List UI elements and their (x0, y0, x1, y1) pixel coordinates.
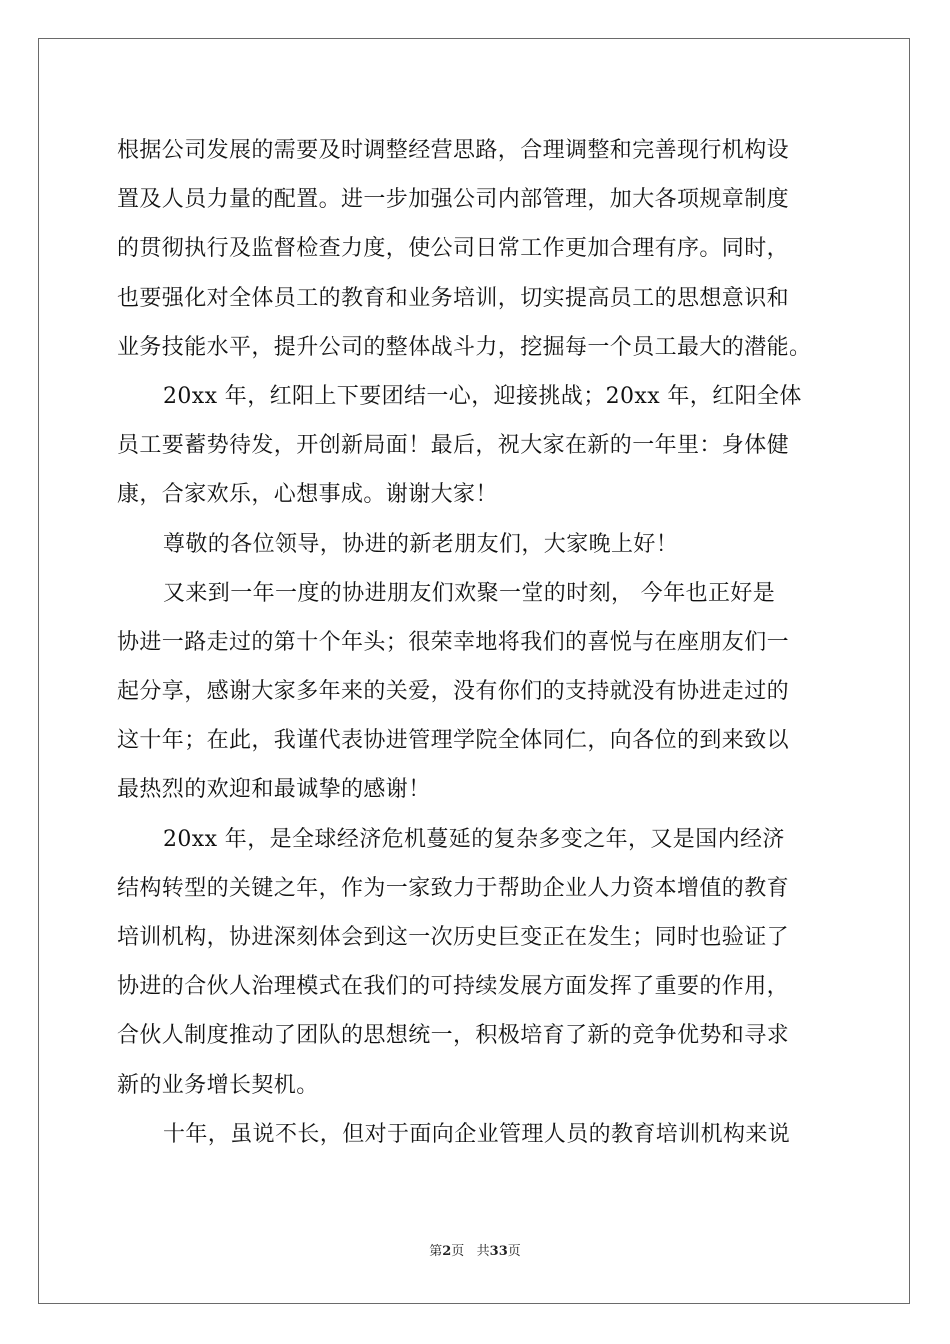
footer-prefix: 第 (429, 1244, 443, 1259)
text-line: 结构转型的关键之年，作为一家致力于帮助企业人力资本增值的教育 (117, 875, 790, 901)
paragraph-first-line: 十年，虽说不长，但对于面向企业管理人员的教育培训机构来说 (163, 1121, 791, 1147)
text-line: 这十年；在此，我谨代表协进管理学院全体同仁，向各位的到来致以 (117, 728, 790, 754)
text-line: 培训机构，协进深刻体会到这一次历史巨变正在发生；同时也验证了 (117, 925, 790, 950)
document-body (117, 126, 835, 1159)
text-line: 根据公司发展的需要及时调整经营思路，合理调整和完善现行机构设 (117, 138, 790, 163)
text-line: 新的业务增长契机。 (117, 1072, 319, 1098)
paragraph-first-line: 又来到一年一度的协进朋友们欢聚一堂的时刻， 今年也正好是 (163, 580, 776, 606)
text-line: 协进的合伙人治理模式在我们的可持续发展方面发挥了重要的作用， (117, 974, 790, 1000)
paragraph-first-line: 20xx 年，红阳上下要团结一心，迎接挑战；20xx 年，红阳全体 (163, 383, 802, 409)
current-page-number: 2 (442, 1244, 452, 1259)
text-line: 起分享，感谢大家多年来的关爱，没有你们的支持就没有协进走过的 (117, 679, 790, 705)
text-line: 最热烈的欢迎和最诚挚的感谢！ (117, 777, 431, 803)
text-line: 康，合家欢乐，心想事成。谢谢大家！ (117, 482, 498, 508)
text-line: 合伙人制度推动了团队的思想统一，积极培育了新的竞争优势和寻求 (117, 1023, 790, 1049)
text-line: 协进一路走过的第十个年头；很荣幸地将我们的喜悦与在座朋友们一 (117, 629, 790, 655)
text-line: 置及人员力量的配置。进一步加强公司内部管理，加大各项规章制度 (117, 187, 790, 213)
text-line: 也要强化对全体员工的教育和业务培训，切实提高员工的思想意识和 (117, 285, 790, 311)
paragraph-first-line: 尊敬的各位领导，协进的新老朋友们，大家晚上好！ (163, 531, 679, 557)
text-line: 业务技能水平，提升公司的整体战斗力，挖掘每一个员工最大的潜能。 (117, 334, 812, 360)
page-footer (0, 1240, 950, 1259)
total-page-count: 33 (489, 1244, 508, 1259)
text-line: 的贯彻执行及监督检查力度，使公司日常工作更加合理有序。同时， (117, 236, 790, 262)
footer-suffix: 页 (507, 1244, 521, 1259)
footer-middle: 页 共 (451, 1244, 490, 1259)
text-line: 员工要蓄势待发，开创新局面！最后，祝大家在新的一年里：身体健 (117, 433, 790, 459)
paragraph-first-line: 20xx 年，是全球经济危机蔓延的复杂多变之年，又是国内经济 (163, 826, 785, 852)
